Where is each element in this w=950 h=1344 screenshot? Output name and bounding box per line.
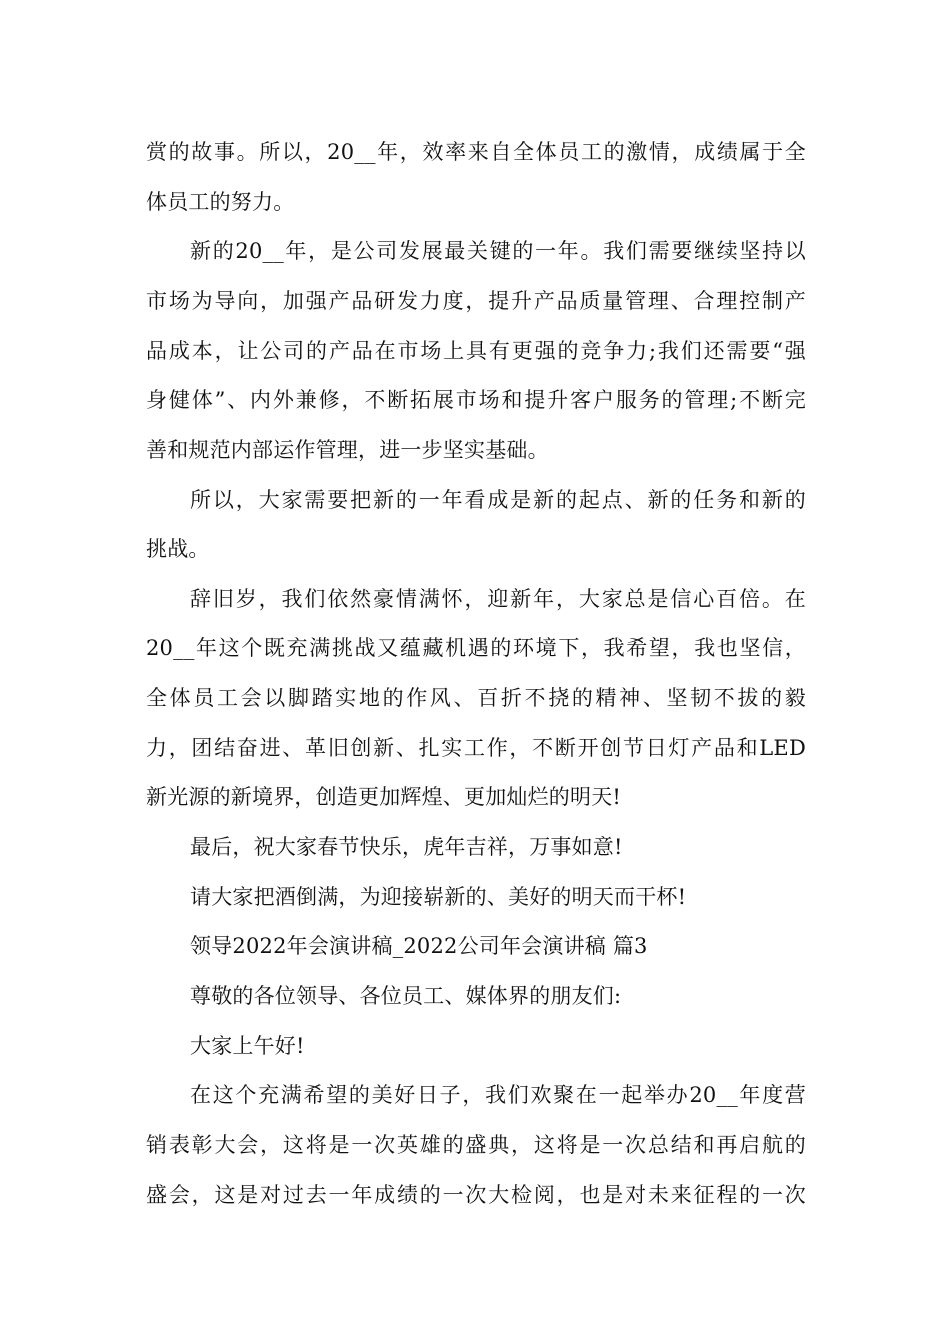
text-line: 力，团结奋进、革旧创新、扎实工作，不断开创节日灯产品和LED: [146, 736, 806, 760]
text-line: 挑战。: [146, 537, 210, 561]
text-line: 请大家把酒倒满，为迎接崭新的、美好的明天而干杯!: [190, 885, 687, 909]
text-line: 20__年这个既充满挑战又蕴藏机遇的环境下，我希望，我也坚信，: [146, 636, 806, 660]
text-line: 辞旧岁，我们依然豪情满怀，迎新年，大家总是信心百倍。在: [190, 587, 806, 611]
text-line: 最后，祝大家春节快乐，虎年吉祥，万事如意!: [190, 835, 623, 859]
text-line: 在这个充满希望的美好日子，我们欢聚在一起举办20__年度营: [190, 1083, 806, 1107]
text-line: 市场为导向，加强产品研发力度，提升产品质量管理、合理控制产: [146, 289, 806, 313]
text-line: 全体员工会以脚踏实地的作风、百折不挠的精神、坚韧不拔的毅: [146, 686, 806, 710]
text-line: 销表彰大会，这将是一次英雄的盛典，这将是一次总结和再启航的: [146, 1133, 806, 1157]
text-line: 新的20__年，是公司发展最关键的一年。我们需要继续坚持以: [190, 239, 806, 263]
text-line: 所以，大家需要把新的一年看成是新的起点、新的任务和新的: [190, 488, 806, 512]
text-line: 盛会，这是对过去一年成绩的一次大检阅，也是对未来征程的一次: [146, 1183, 806, 1207]
text-line: 善和规范内部运作管理，进一步坚实基础。: [146, 438, 549, 462]
section-heading: 领导2022年会演讲稿_2022公司年会演讲稿 篇3: [190, 934, 648, 958]
text-line: 尊敬的各位领导、各位员工、媒体界的朋友们:: [190, 984, 622, 1008]
text-line: 体员工的努力。: [146, 190, 295, 214]
text-line: 新光源的新境界，创造更加辉煌、更加灿烂的明天!: [146, 785, 622, 809]
text-line: 品成本，让公司的产品在市场上具有更强的竞争力;我们还需要“强: [146, 339, 806, 363]
text-line: 赏的故事。所以，20__年，效率来自全体员工的激情，成绩属于全: [146, 140, 806, 164]
text-line: 身健体”、内外兼修，不断拓展市场和提升客户服务的管理;不断完: [146, 388, 806, 412]
text-line: 大家上午好!: [190, 1034, 305, 1058]
